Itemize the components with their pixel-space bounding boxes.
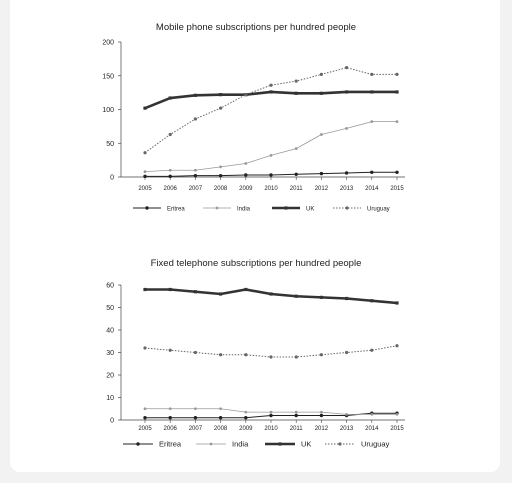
legend-label-uk: UK (306, 206, 315, 213)
y-tick-label: 100 (102, 107, 114, 114)
data-point-eritrea (320, 414, 323, 417)
legend-marker-eritrea (145, 206, 148, 209)
x-tick-label: 2007 (188, 426, 203, 432)
x-tick-label: 2010 (264, 426, 278, 432)
data-point-eritrea (295, 173, 298, 176)
chart-title: Fixed telephone subscriptions per hundred people (150, 258, 362, 269)
data-point-uruguay (395, 73, 398, 76)
data-point-india (194, 407, 197, 410)
data-point-uk (370, 299, 373, 302)
data-point-uruguay (370, 349, 373, 352)
legend-label-india: India (232, 439, 249, 449)
y-tick-label: 150 (102, 73, 114, 81)
x-tick-label: 2005 (138, 426, 152, 432)
data-point-uruguay (345, 351, 348, 354)
data-point-eritrea (143, 175, 146, 178)
data-point-india (320, 133, 323, 136)
data-point-eritrea (320, 172, 323, 175)
data-point-india (219, 407, 222, 410)
data-point-india (169, 407, 172, 410)
legend-label-uk: UK (301, 439, 312, 449)
data-point-eritrea (169, 175, 172, 178)
y-tick-label: 0 (110, 417, 114, 425)
data-point-eritrea (219, 416, 222, 419)
data-point-uruguay (295, 355, 298, 358)
chart-1 (102, 22, 405, 213)
y-tick-label: 40 (106, 327, 114, 335)
x-tick-label: 2006 (163, 186, 177, 192)
data-point-uk (269, 292, 272, 295)
legend-marker-uk (284, 206, 287, 209)
data-point-uk (219, 292, 222, 295)
x-tick-label: 2012 (314, 426, 329, 432)
data-point-uruguay (244, 353, 247, 356)
data-point-eritrea (169, 416, 172, 419)
data-point-uk (194, 94, 197, 97)
data-point-uruguay (194, 117, 197, 120)
data-point-uk (395, 90, 398, 93)
legend-label-uruguay: Uruguay (361, 439, 390, 449)
data-point-uk (143, 107, 146, 110)
series-line-uk (145, 290, 397, 304)
x-tick-label: 2008 (213, 186, 228, 192)
x-tick-label: 2011 (289, 426, 303, 432)
data-point-india (396, 120, 399, 123)
data-point-uk (194, 290, 197, 293)
y-tick-label: 20 (106, 372, 114, 380)
data-point-eritrea (219, 174, 222, 177)
data-point-eritrea (269, 173, 272, 176)
data-point-india (244, 411, 247, 414)
legend-label-india: India (237, 206, 251, 213)
data-point-uruguay (345, 66, 348, 69)
series-line-india (145, 122, 397, 172)
x-tick-label: 2010 (264, 186, 278, 192)
data-point-india (370, 120, 373, 123)
series-line-uruguay (145, 346, 397, 357)
data-point-india (370, 413, 373, 416)
data-point-india (144, 170, 147, 173)
data-point-uk (320, 92, 323, 95)
x-tick-label: 2008 (213, 426, 228, 432)
data-point-india (194, 169, 197, 172)
series-line-uruguay (145, 68, 397, 153)
data-point-uk (345, 90, 348, 93)
y-tick-label: 50 (106, 140, 114, 148)
data-point-uruguay (143, 151, 146, 154)
data-point-uruguay (370, 73, 373, 76)
data-point-india (345, 127, 348, 130)
data-point-india (270, 154, 273, 157)
data-point-india (270, 411, 273, 414)
data-point-eritrea (269, 414, 272, 417)
series-line-uk (145, 92, 397, 108)
y-tick-label: 0 (110, 174, 114, 182)
data-point-eritrea (143, 416, 146, 419)
data-point-india (144, 407, 147, 410)
data-point-uk (244, 288, 247, 291)
data-point-uruguay (320, 73, 323, 76)
data-point-uk (345, 297, 348, 300)
legend-marker-eritrea (136, 442, 139, 445)
y-tick-label: 60 (106, 282, 114, 290)
data-point-india (320, 411, 323, 414)
legend-marker-uruguay (345, 206, 348, 209)
x-tick-label: 2014 (365, 186, 379, 192)
data-point-eritrea (244, 416, 247, 419)
x-tick-label: 2006 (163, 426, 177, 432)
legend-label-eritrea: Eritrea (167, 206, 185, 213)
data-point-eritrea (194, 416, 197, 419)
x-tick-label: 2005 (138, 186, 152, 192)
data-point-uk (169, 288, 172, 291)
x-tick-label: 2013 (339, 186, 354, 192)
legend-marker-uk (278, 442, 281, 445)
data-point-uk (395, 301, 398, 304)
chart-title: Mobile phone subscriptions per hundred people (155, 22, 357, 33)
data-point-india (244, 162, 247, 165)
data-point-uruguay (169, 349, 172, 352)
data-point-eritrea (194, 174, 197, 177)
data-point-uk (370, 90, 373, 93)
legend-label-uruguay: Uruguay (367, 206, 390, 213)
x-tick-label: 2009 (239, 426, 253, 432)
data-point-uruguay (244, 93, 247, 96)
x-tick-label: 2014 (365, 426, 379, 432)
data-point-uruguay (295, 80, 298, 83)
data-point-uruguay (269, 355, 272, 358)
legend-label-eritrea: Eritrea (159, 439, 182, 449)
data-point-india (295, 411, 298, 414)
x-tick-label: 2011 (289, 186, 303, 192)
data-point-uk (295, 295, 298, 298)
y-tick-label: 30 (106, 350, 114, 357)
legend-marker-india (210, 443, 213, 446)
data-point-uruguay (169, 133, 172, 136)
x-tick-label: 2007 (188, 186, 203, 192)
data-point-uk (143, 288, 146, 291)
data-point-uruguay (395, 344, 398, 347)
data-point-uruguay (269, 84, 272, 87)
data-point-eritrea (295, 414, 298, 417)
legend-marker-india (216, 207, 219, 210)
data-point-uk (295, 92, 298, 95)
data-point-uk (169, 96, 172, 99)
data-point-uk (219, 93, 222, 96)
data-point-india (219, 165, 222, 168)
x-tick-label: 2009 (239, 186, 253, 192)
x-tick-label: 2015 (390, 426, 404, 432)
x-tick-label: 2015 (390, 186, 404, 192)
data-point-uruguay (219, 353, 222, 356)
x-tick-label: 2013 (339, 426, 354, 432)
data-point-eritrea (345, 171, 348, 174)
data-point-uruguay (320, 353, 323, 356)
data-point-uk (320, 296, 323, 299)
data-point-india (295, 147, 298, 150)
data-point-uk (269, 90, 272, 93)
y-tick-label: 200 (102, 39, 114, 47)
data-point-uruguay (143, 346, 146, 349)
data-point-eritrea (395, 171, 398, 174)
legend-marker-uruguay (338, 442, 341, 445)
data-point-uruguay (219, 107, 222, 110)
data-point-india (169, 169, 172, 172)
data-point-eritrea (244, 173, 247, 176)
y-tick-label: 50 (106, 305, 114, 312)
data-point-india (396, 413, 399, 416)
chart-2 (106, 258, 405, 449)
y-tick-label: 10 (106, 395, 114, 402)
data-point-india (345, 413, 348, 416)
data-point-uruguay (194, 351, 197, 354)
x-tick-label: 2012 (314, 186, 329, 192)
data-point-eritrea (370, 171, 373, 174)
